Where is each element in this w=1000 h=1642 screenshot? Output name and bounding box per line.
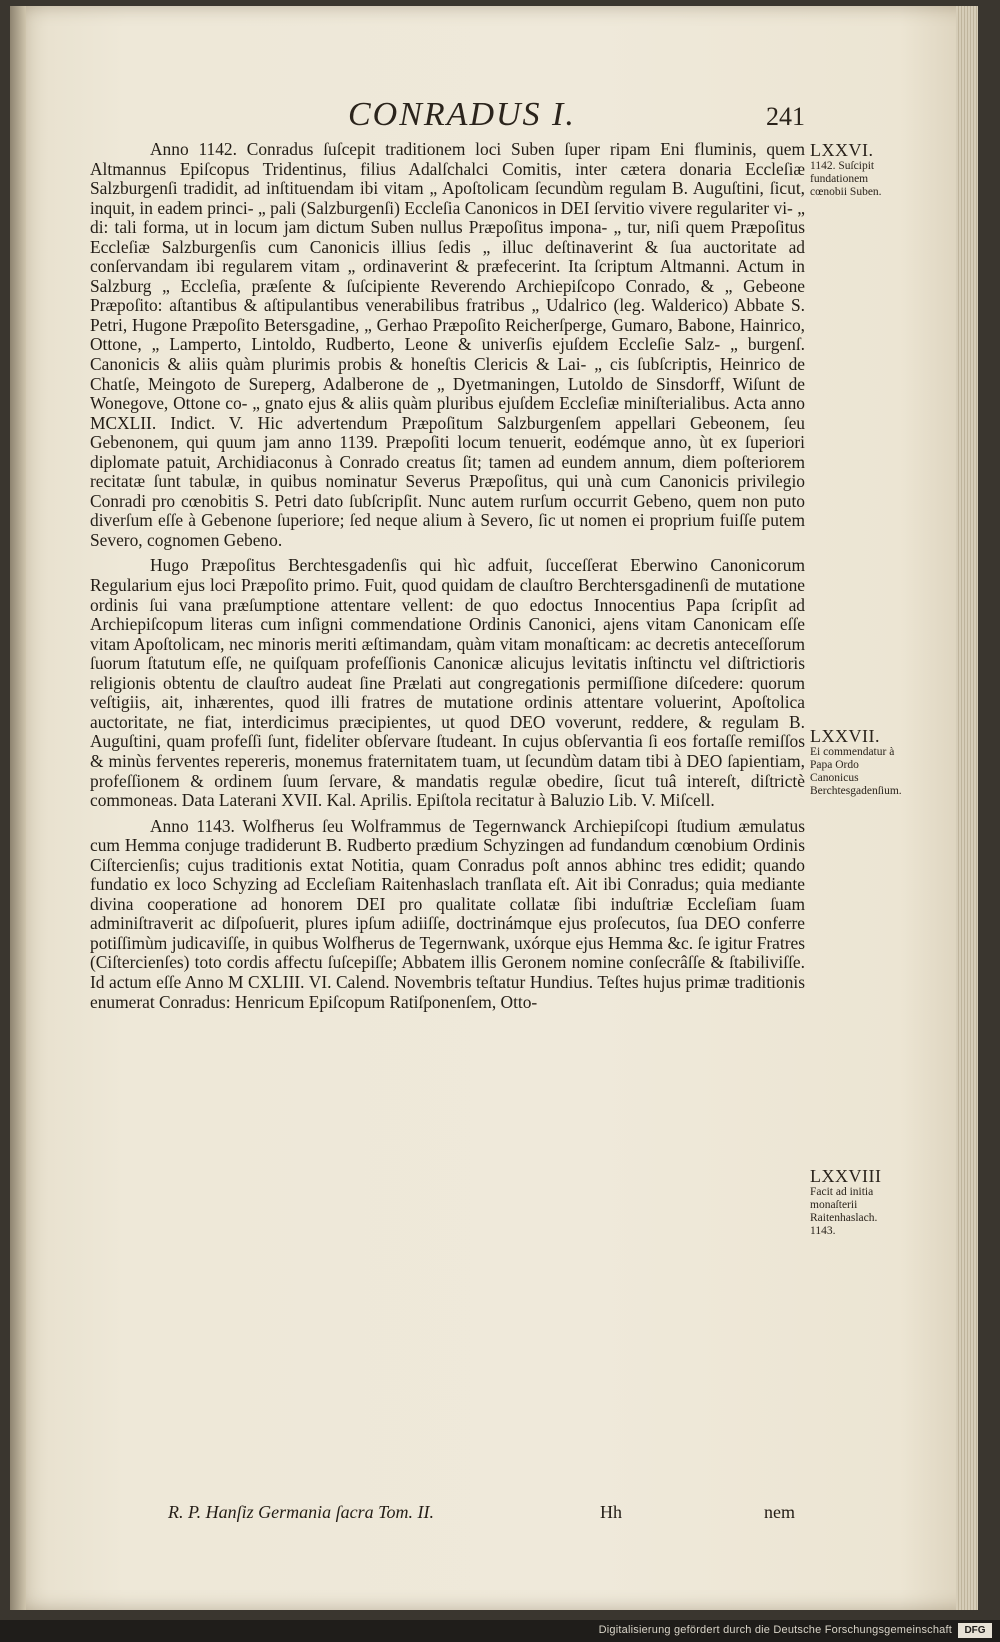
paragraph-hugo: Hugo Præpoſitus Berchtesgadenſis qui hìc adfuit, ſucceſſerat Eberwino Canonicorum Regularium ejus loci Præpoſito primo. Fuit, quod quidam de clauſtro Berchtersgadinenſi de mutatione ordinis ſui vana præſumptione attentare vellent: de quo edoctus Innocentius Papa ſcripſit ad Archiepiſcopum literas cum inſigni commendatione Ordinis Canonici, ajens vitam Canonicam eſſe vitam Apoſtolicam, nec minoris meriti æſtimandam, quàm vitam monaſticam: ac decretis anteceſſorum ſuorum ſtatutum eſſe, ne quiſquam profeſſionis Canonicæ alicujus levitatis inſtinctu vel diſtrictioris religionis obtentu de clauſtro audeat ſine Prælati aut congregationis permiſſione diſcedere: quorum veſtigiis, ait, inhærentes, quod illi fratres de mutatione ordinis attentare voluerint, Apoſtolica auctoritate, ne fiat, interdicimus præcipientes, ut quod DEO voverunt, reddere, & regulam B. Auguſtini, quam profeſſi ſunt, fideliter obſervare ſtudeant. In cujus obſervantia ſi eos fortaſſe remiſſos & minùs ferventes repereris, monemus fraternitatem tuam, ut ſecundùm datam tibi à DEO ſapientiam, profeſſionem & ordinem ſuum ſervare, & mandatis regulæ obedire, ſicut tuâ intereſt, diſtrictè commoneas. Data Laterani XVII. Kal. Aprilis. Epiſtola recitatur à Baluzio Lib. V. Miſcell. bbox=[90, 555, 805, 811]
page-edge bbox=[956, 6, 978, 1610]
page-footer bbox=[10, 1502, 978, 1528]
page-gutter bbox=[10, 6, 26, 1610]
dfg-footer-bar bbox=[0, 1620, 1000, 1642]
page-number: 241 bbox=[766, 102, 805, 131]
dfg-credit: Digitalisierung gefördert durch die Deutsche Forschungsgemeinschaft bbox=[598, 1624, 952, 1636]
margin-note-text: 1142. Suſcipit fundationem cœnobii Suben. bbox=[810, 160, 882, 198]
margin-note-number: LXXVII. bbox=[810, 726, 880, 746]
paragraph-anno-1143: Anno 1143. Wolfherus ſeu Wolframmus de Tegernwanck Archiepiſcopi ſtudium æmulatus cum Hemma conjuge tradiderunt B. Rudberto prædium Schyzingen ad fundandum cœnobium Ordinis Ciſtercienſis; cujus traditionis extat Notitia, quam Conradus poſt annos abhinc tres edidit; quando fundatio ex loco Schyzing ad Eccleſiam Raitenhaslach tranſlata eſt. Ait ibi Conradus; quia mediante divina cooperatione ad honorem DEI pro qualitate collatæ ſibi induſtriæ Eccleſiam ſuam adminiſtraverit ac diſpoſuerit, plures ipſum adiiſſe, doctrinámque ejus proſecutos, ſua DEO conferre potiſſimùm judicaviſſe, in quibus Wolfherus de Tegernwank, uxórque ejus Hemma &c. ſe igitur Fratres (Ciſtercienſes) toto cordis affectu ſuſcepiſſe; Abbatem illis Geronem nomine conſecrâſſe & ſtabiliviſſe. Id actum eſſe Anno M CXLIII. VI. Calend. Novembris teſtatur Hundius. Teſtes hujus primæ traditionis enumerat Conradus: Henricum Epiſcopum Ratiſponenſem, Otto- bbox=[90, 815, 805, 1012]
margin-note-text: Facit ad initia monaſterii Raitenhaslach. 1143. bbox=[810, 1186, 878, 1237]
book-page bbox=[10, 6, 978, 1610]
margin-note-lxxviii bbox=[810, 1166, 900, 1238]
margin-note-number: LXXVI. bbox=[810, 140, 874, 160]
margin-note-text: Ei commendatur à Papa Ordo Canonicus Berchtesgadenſium. bbox=[810, 746, 902, 797]
dfg-logo-icon: DFG bbox=[958, 1623, 992, 1638]
printer-signature: R. P. Hanſiz Germania ſacra Tom. II. bbox=[168, 1502, 435, 1522]
margin-note-number: LXXVIII bbox=[810, 1166, 882, 1186]
signature-mark: Hh bbox=[600, 1502, 622, 1522]
running-title: CONRADUS I. bbox=[348, 96, 576, 133]
catchword: nem bbox=[764, 1502, 795, 1522]
margin-note-lxxvi bbox=[810, 140, 900, 199]
body-text bbox=[90, 140, 805, 1018]
margin-note-lxxvii bbox=[810, 726, 900, 798]
paragraph-anno-1142: Anno 1142. Conradus ſuſcepit traditionem loci Suben ſuper ripam Eni fluminis, quem Altmannus Epiſcopus Tridentinus, filius Adalſchalci Comitis, inter cætera donaria Eccleſiæ Salzburgenſi tradidit, ad inſtituendam ibi vitam „ Apoſtolicam ſecundùm regulam B. Auguſtini, ſicut, inquit, in eadem princi- „ pali (Salzburgenſi) Eccleſia Canonicos in DEI ſervitio vivere regulariter vi- „ di: tali forma, ut in locum jam dictum Suben nullus Præpoſitus impona- „ tur, niſi quem Præpoſitus Eccleſiæ Salzburgenſis cum Canonicis illius ſedis „ illuc deſtinaverint & ſua auctoritate ad conſervandam ibi regularem vitam „ ordinaverint & præfecerint. Ita ſcriptum Altmanni. Actum in Salzburg „ Eccleſia, præſente & ſuſcipiente Reverendo Archiepiſcopo Conrado, & „ Gebeone Præpoſito: aſtantibus & aſtipulantibus venerabilibus fratribus „ Udalrico (leg. Walderico) Abbate S. Petri, Hugone Præpoſito Betersgadine, „ Gerhao Præpoſito Reicherſperge, Gumaro, Babone, Hainrico, Ottone, „ Lamperto, Lintoldo, Rudberto, Leone & univerſis ejuſdem Eccleſie Salz- „ burgenſ. Canonicis & aliis quàm plurimis probis & honeſtis Clericis & Lai- „ cis ſubſcriptis, Heinrico de Chatſe, Meingoto de Sureperg, Adalberone de „ Dyetmaningen, Lutoldo de Sinsdorff, Wiſunt de Wonegove, Ottone co- „ gnato ejus & aliis quàm pluribus ejuſdem Eccleſiæ miniſterialibus. Acta anno MCXLII. Indict. V. Hic advertendum Præpoſitum Salzburgenſem appellari Gebeonem, ſeu Gebenonem, qui quum jam anno 1139. Præpoſiti locum tenuerit, eodémque anno, ùt ex ſuperiori diplomate patuit, Archidiaconus à Conrado creatus ſit; tamen ad eundem annum, diem poſteriorem recitatæ ſunt tabulæ, in quibus nominatur Severus Præpoſitus, qui unà cum Canonicis privilegio Conradi pro cœnobitis S. Petri dato ſubſcripſit. Nunc autem rurſum occurrit Gebeno, quem non puto diverſum eſſe à Gebenone ſuperiore; ſed neque alium à Severo, ſic ut nomen ei proprium fuiſſe putem Severo, cognomen Gebeno. bbox=[90, 139, 805, 550]
page-header bbox=[10, 96, 978, 140]
